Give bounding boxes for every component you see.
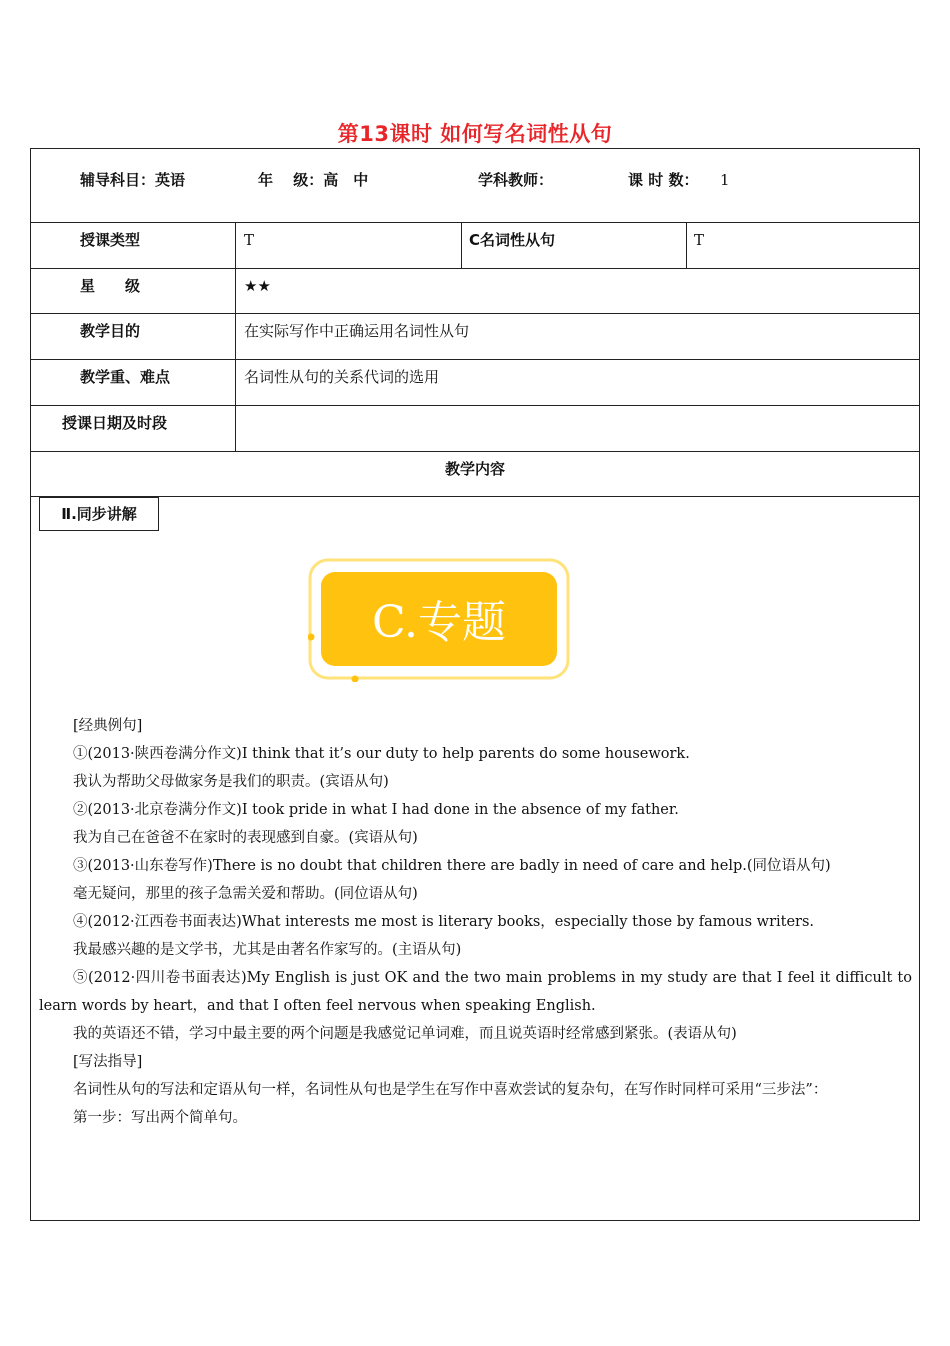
section-label: Ⅱ.同步讲解 — [39, 497, 159, 531]
example-sentence: ④(2012·江西卷书面表达)What interests me most is literary books，especially those by famous writers. — [73, 914, 815, 930]
table-divider — [30, 496, 920, 497]
example-sentence: ③(2013·山东卷写作)There is no doubt that children there are badly in need of care and help.(同位语从句) — [73, 858, 831, 874]
star-label: 星 级 — [80, 277, 141, 295]
subject-label: 辅导科目：英语 — [80, 171, 186, 189]
type-t1: T — [244, 231, 255, 249]
key-value: 名词性从句的关系代词的选用 — [244, 368, 440, 386]
page-title: 第13课时 如何写名词性从句 — [337, 122, 613, 146]
content-heading: 教学内容 — [444, 460, 505, 478]
goal-label: 教学目的 — [80, 322, 141, 340]
table-divider — [30, 313, 920, 314]
type-topic: C名词性从句 — [469, 231, 556, 249]
body-heading: [经典例句] — [73, 718, 143, 734]
example-translation: 我最感兴趣的是文学书，尤其是由著名作家写的。(主语从句) — [73, 942, 462, 958]
hours-label: 课 时 数： — [628, 171, 699, 189]
body-heading: [写法指导] — [73, 1054, 143, 1070]
table-divider — [30, 268, 920, 269]
lesson-body — [39, 712, 912, 1132]
column-divider — [686, 222, 687, 268]
example-translation: 我的英语还不错，学习中最主要的两个问题是我感觉记单词难，而且说英语时经常感到紧张。(表语从句) — [73, 1026, 737, 1042]
hours-value: 1 — [720, 171, 730, 189]
column-divider — [461, 222, 462, 268]
teacher-label: 学科教师： — [478, 171, 554, 189]
example-sentence: ②(2013·北京卷满分作文)I took pride in what I had done in the absence of my father. — [73, 802, 679, 818]
banner-text: C.专题 — [371, 597, 507, 648]
table-divider — [30, 222, 920, 223]
example-translation: 我为自己在爸爸不在家时的表现感到自豪。(宾语从句) — [73, 830, 418, 846]
type-t2: T — [694, 231, 705, 249]
banner-dot — [308, 634, 315, 641]
example-translation: 毫无疑问，那里的孩子急需关爱和帮助。(同位语从句) — [73, 886, 418, 902]
example-translation: 我认为帮助父母做家务是我们的职责。(宾语从句) — [73, 774, 389, 790]
column-divider — [235, 222, 236, 451]
date-label: 授课日期及时段 — [62, 414, 168, 432]
banner-dot — [352, 676, 359, 683]
guide-step: 第一步：写出两个简单句。 — [73, 1110, 247, 1126]
grade-label: 年 级：高 中 — [258, 171, 369, 189]
key-label: 教学重、难点 — [80, 368, 171, 386]
star-rating: ★★ — [244, 277, 271, 295]
example-sentence: ①(2013·陕西卷满分作文)I think that it’s our duty to help parents do some housework. — [73, 746, 690, 762]
topic-banner — [308, 558, 572, 682]
table-divider — [30, 405, 920, 406]
goal-value: 在实际写作中正确运用名词性从句 — [244, 322, 470, 340]
guide-paragraph: 名词性从句的写法和定语从句一样，名词性从句也是学生在写作中喜欢尝试的复杂句，在写作时同样可采用“三步法”： — [73, 1082, 828, 1098]
example-sentence: ⑤(2012·四川卷书面表达)My English is just OK and the two main problems in my study are that I feel it difficult to learn words by heart，and that I often feel nervous when speaking English. — [39, 970, 912, 1014]
type-label: 授课类型 — [80, 231, 141, 249]
table-divider — [30, 359, 920, 360]
table-divider — [30, 451, 920, 452]
